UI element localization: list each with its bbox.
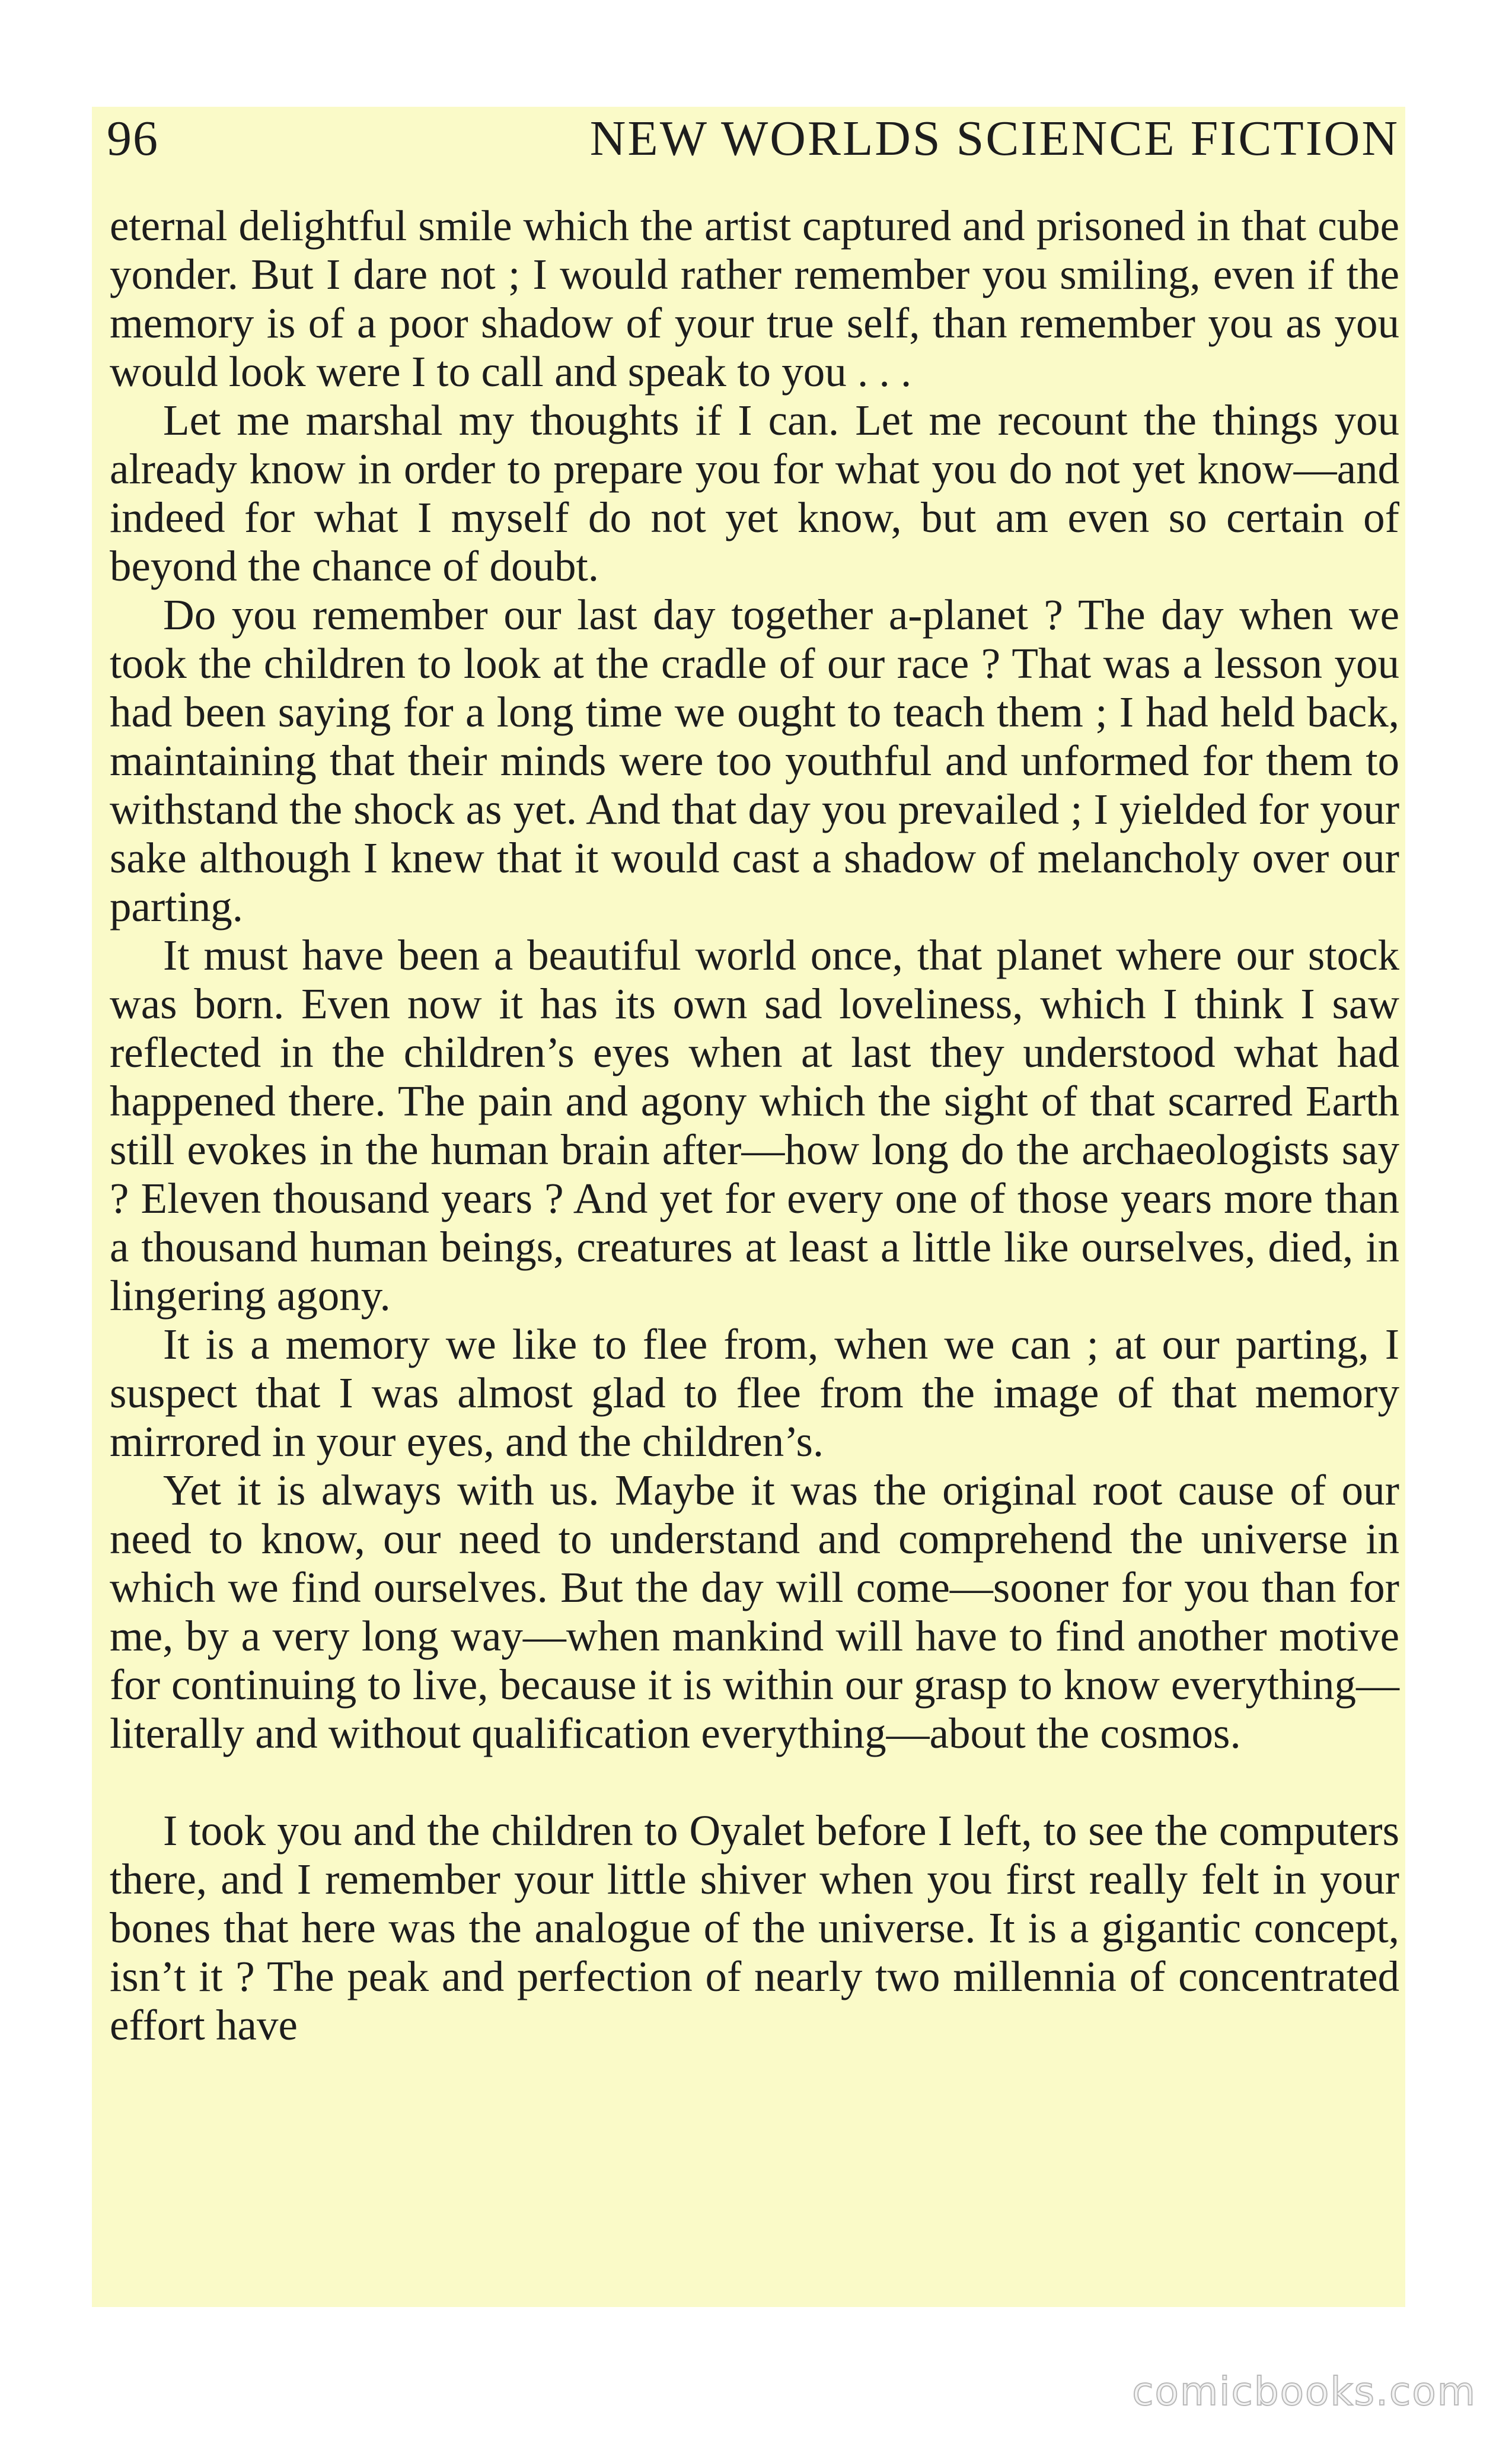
running-head: NEW WORLDS SCIENCE FICTION	[589, 111, 1399, 166]
paragraph: Do you remember our last day together a-planet ? The day when we took the children to look at the cradle of our race ? That was a lesson you had been saying for a long time we ought to teach them ; I had held back, maintaining that their minds were too youthful and unformed for them to withstand the shock as yet. And that day you prevailed ; I yielded for your sake although I knew that it would cast a shadow of melancholy over our parting.	[110, 591, 1399, 931]
paragraph: Let me marshal my thoughts if I can. Let me recount the things you already know in order to prepare you for what you do not yet know—and indeed for what I myself do not yet know, but am even so certain of beyond the chance of doubt.	[110, 396, 1399, 590]
story-text	[110, 202, 1399, 2050]
paragraph: eternal delightful smile which the artist captured and prisoned in that cube yonder. But I dare not ; I would rather remember you smiling, even if the memory is of a poor shadow of your true self, than remember you as you would look were I to call and speak to you . . .	[110, 202, 1399, 396]
paragraph: It is a memory we like to flee from, when we can ; at our parting, I suspect that I was almost glad to flee from the image of that memory mirrored in your eyes, and the children’s.	[110, 1320, 1399, 1465]
paragraph: I took you and the children to Oyalet before I left, to see the computers there, and I remember your little shiver when you first really felt in your bones that here was the analogue of the universe. It is a gigantic concept, isn’t it ? The peak and perfection of nearly two millennia of concentrated effort have	[110, 1806, 1399, 2049]
page-number: 96	[107, 111, 159, 166]
page-header	[107, 110, 1399, 175]
paragraph: It must have been a beautiful world once, that planet where our stock was born. Even now it has its own sad loveliness, which I think I saw reflected in the children’s eyes when at last they understood what had happened there. The pain and agony which the sight of that scarred Earth still evokes in the human brain after—how long do the archaeologists say ? Eleven thousand years ? And yet for every one of those years more than a thousand human beings, creatures at least a little like ourselves, died, in lingering agony.	[110, 931, 1399, 1320]
watermark: comicbooks.com	[1132, 2369, 1476, 2414]
paragraph: Yet it is always with us. Maybe it was the original root cause of our need to know, our need to understand and comprehend the universe in which we find ourselves. But the day will come—sooner for you than for me, by a very long way—when mankind will have to find another motive for continuing to live, because it is within our grasp to know everything—literally and without qualification everything—about the cosmos.	[110, 1466, 1399, 1757]
